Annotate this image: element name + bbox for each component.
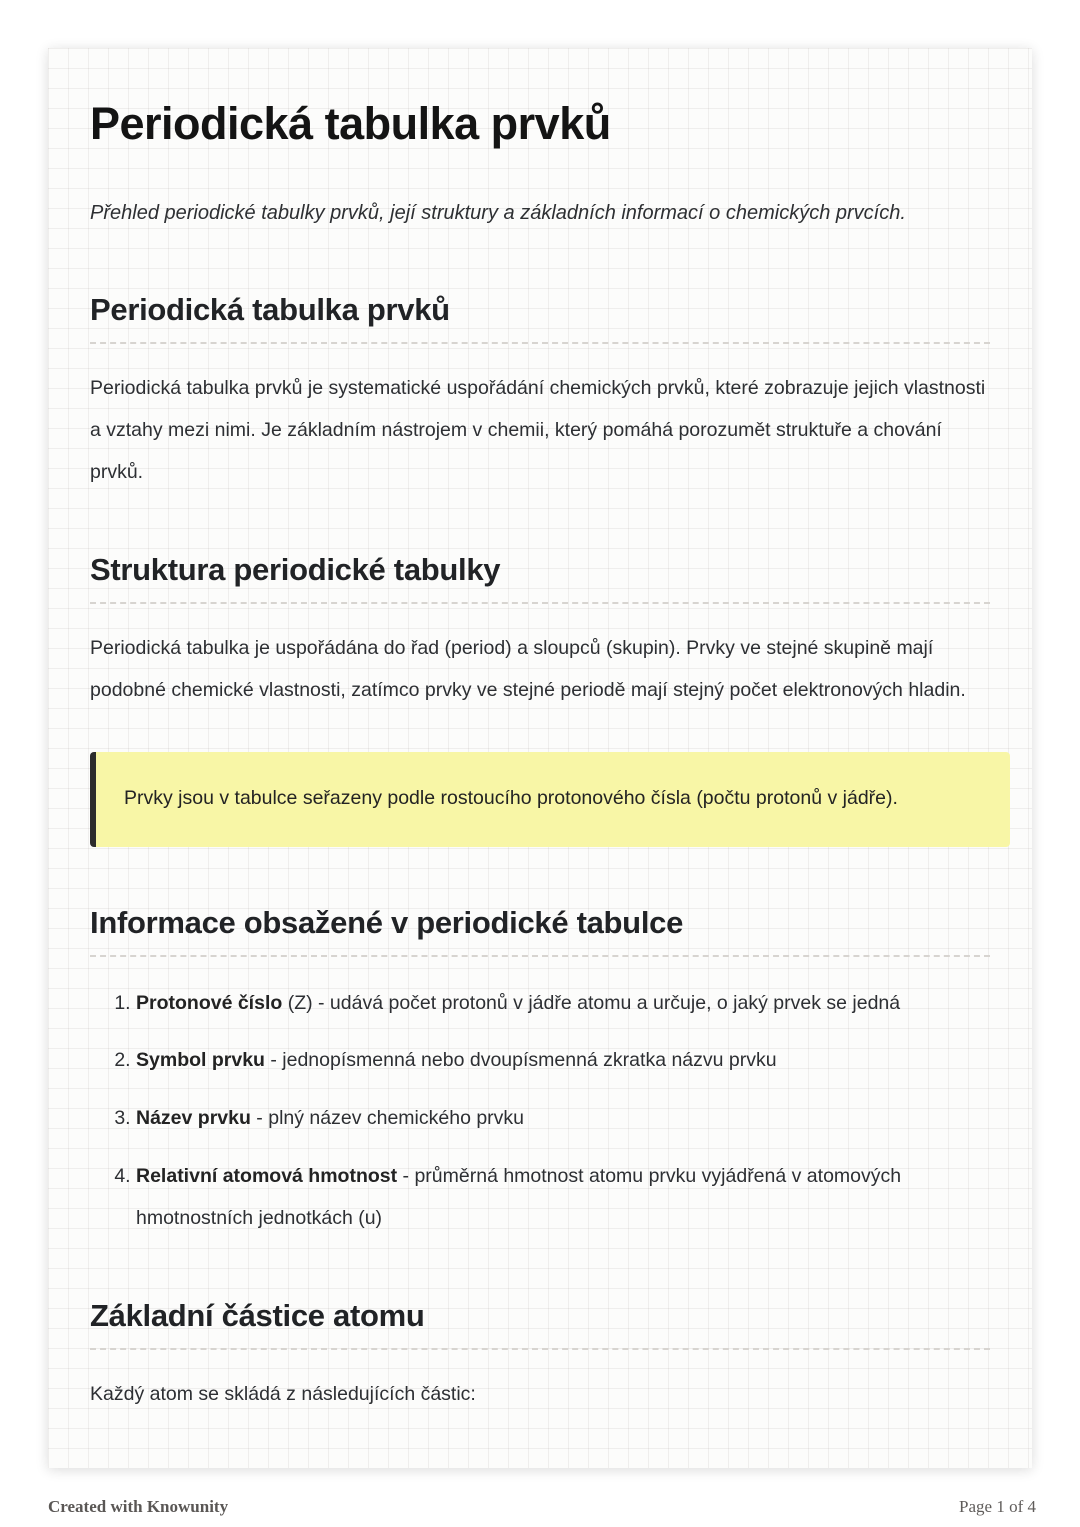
section-heading-periodicka-tabulka: Periodická tabulka prvků: [90, 292, 990, 344]
list-item-term: Protonové číslo: [136, 991, 283, 1014]
list-item: [136, 1156, 990, 1240]
list-item-text: - průměrná hmotnost atomu prvku vyjádřená v atomových hmotnostních jednotkách (u): [136, 1165, 902, 1230]
section-heading-zakladni-castice: Základní částice atomu: [90, 1298, 990, 1350]
highlight-callout: [90, 752, 1010, 847]
list-item: [136, 1098, 990, 1140]
page-footer: [48, 1497, 1036, 1517]
list-item: [136, 983, 990, 1025]
list-item-text: - plný název chemického prvku: [250, 1107, 525, 1130]
page-number: Page 1 of 4: [959, 1497, 1036, 1516]
section-paragraph: Periodická tabulka je uspořádána do řad (period) a sloupců (skupin). Prvky ve stejné skupině mají podobné chemické vlastnosti, zatímco prvky ve stejné periodě mají stejný počet elektronových hladin.: [90, 636, 966, 701]
callout-text: Prvky jsou v tabulce seřazeny podle rostoucího protonového čísla (počtu protonů v jádře).: [124, 786, 898, 809]
page-title: Periodická tabulka prvků: [90, 98, 611, 149]
list-item: [136, 1040, 990, 1082]
document-sheet: [48, 48, 1032, 1468]
page-subtitle: Přehled periodické tabulky prvků, její struktury a základních informací o chemických prvcích.: [90, 202, 906, 224]
list-item-term: Relativní atomová hmotnost: [136, 1165, 398, 1188]
section-heading-informace: Informace obsažené v periodické tabulce: [90, 905, 990, 957]
section-paragraph: Každý atom se skládá z následujících částic:: [90, 1383, 476, 1406]
footer-branding: Created with Knowunity: [48, 1497, 229, 1516]
list-item-text: - jednopísmenná nebo dvoupísmenná zkratka názvu prvku: [264, 1049, 777, 1072]
list-item-term: Symbol prvku: [136, 1049, 265, 1072]
section-heading-struktura: Struktura periodické tabulky: [90, 552, 990, 604]
list-item-term: Název prvku: [136, 1107, 251, 1130]
section-paragraph: Periodická tabulka prvků je systematické uspořádání chemických prvků, které zobrazuje jejich vlastnosti a vztahy mezi nimi. Je základním nástrojem v chemii, který pomáhá porozumět struktuře a chování prvků.: [90, 377, 986, 483]
info-list: [90, 983, 990, 1241]
list-item-text: (Z) - udává počet protonů v jádře atomu a určuje, o jaký prvek se jedná: [282, 991, 901, 1014]
